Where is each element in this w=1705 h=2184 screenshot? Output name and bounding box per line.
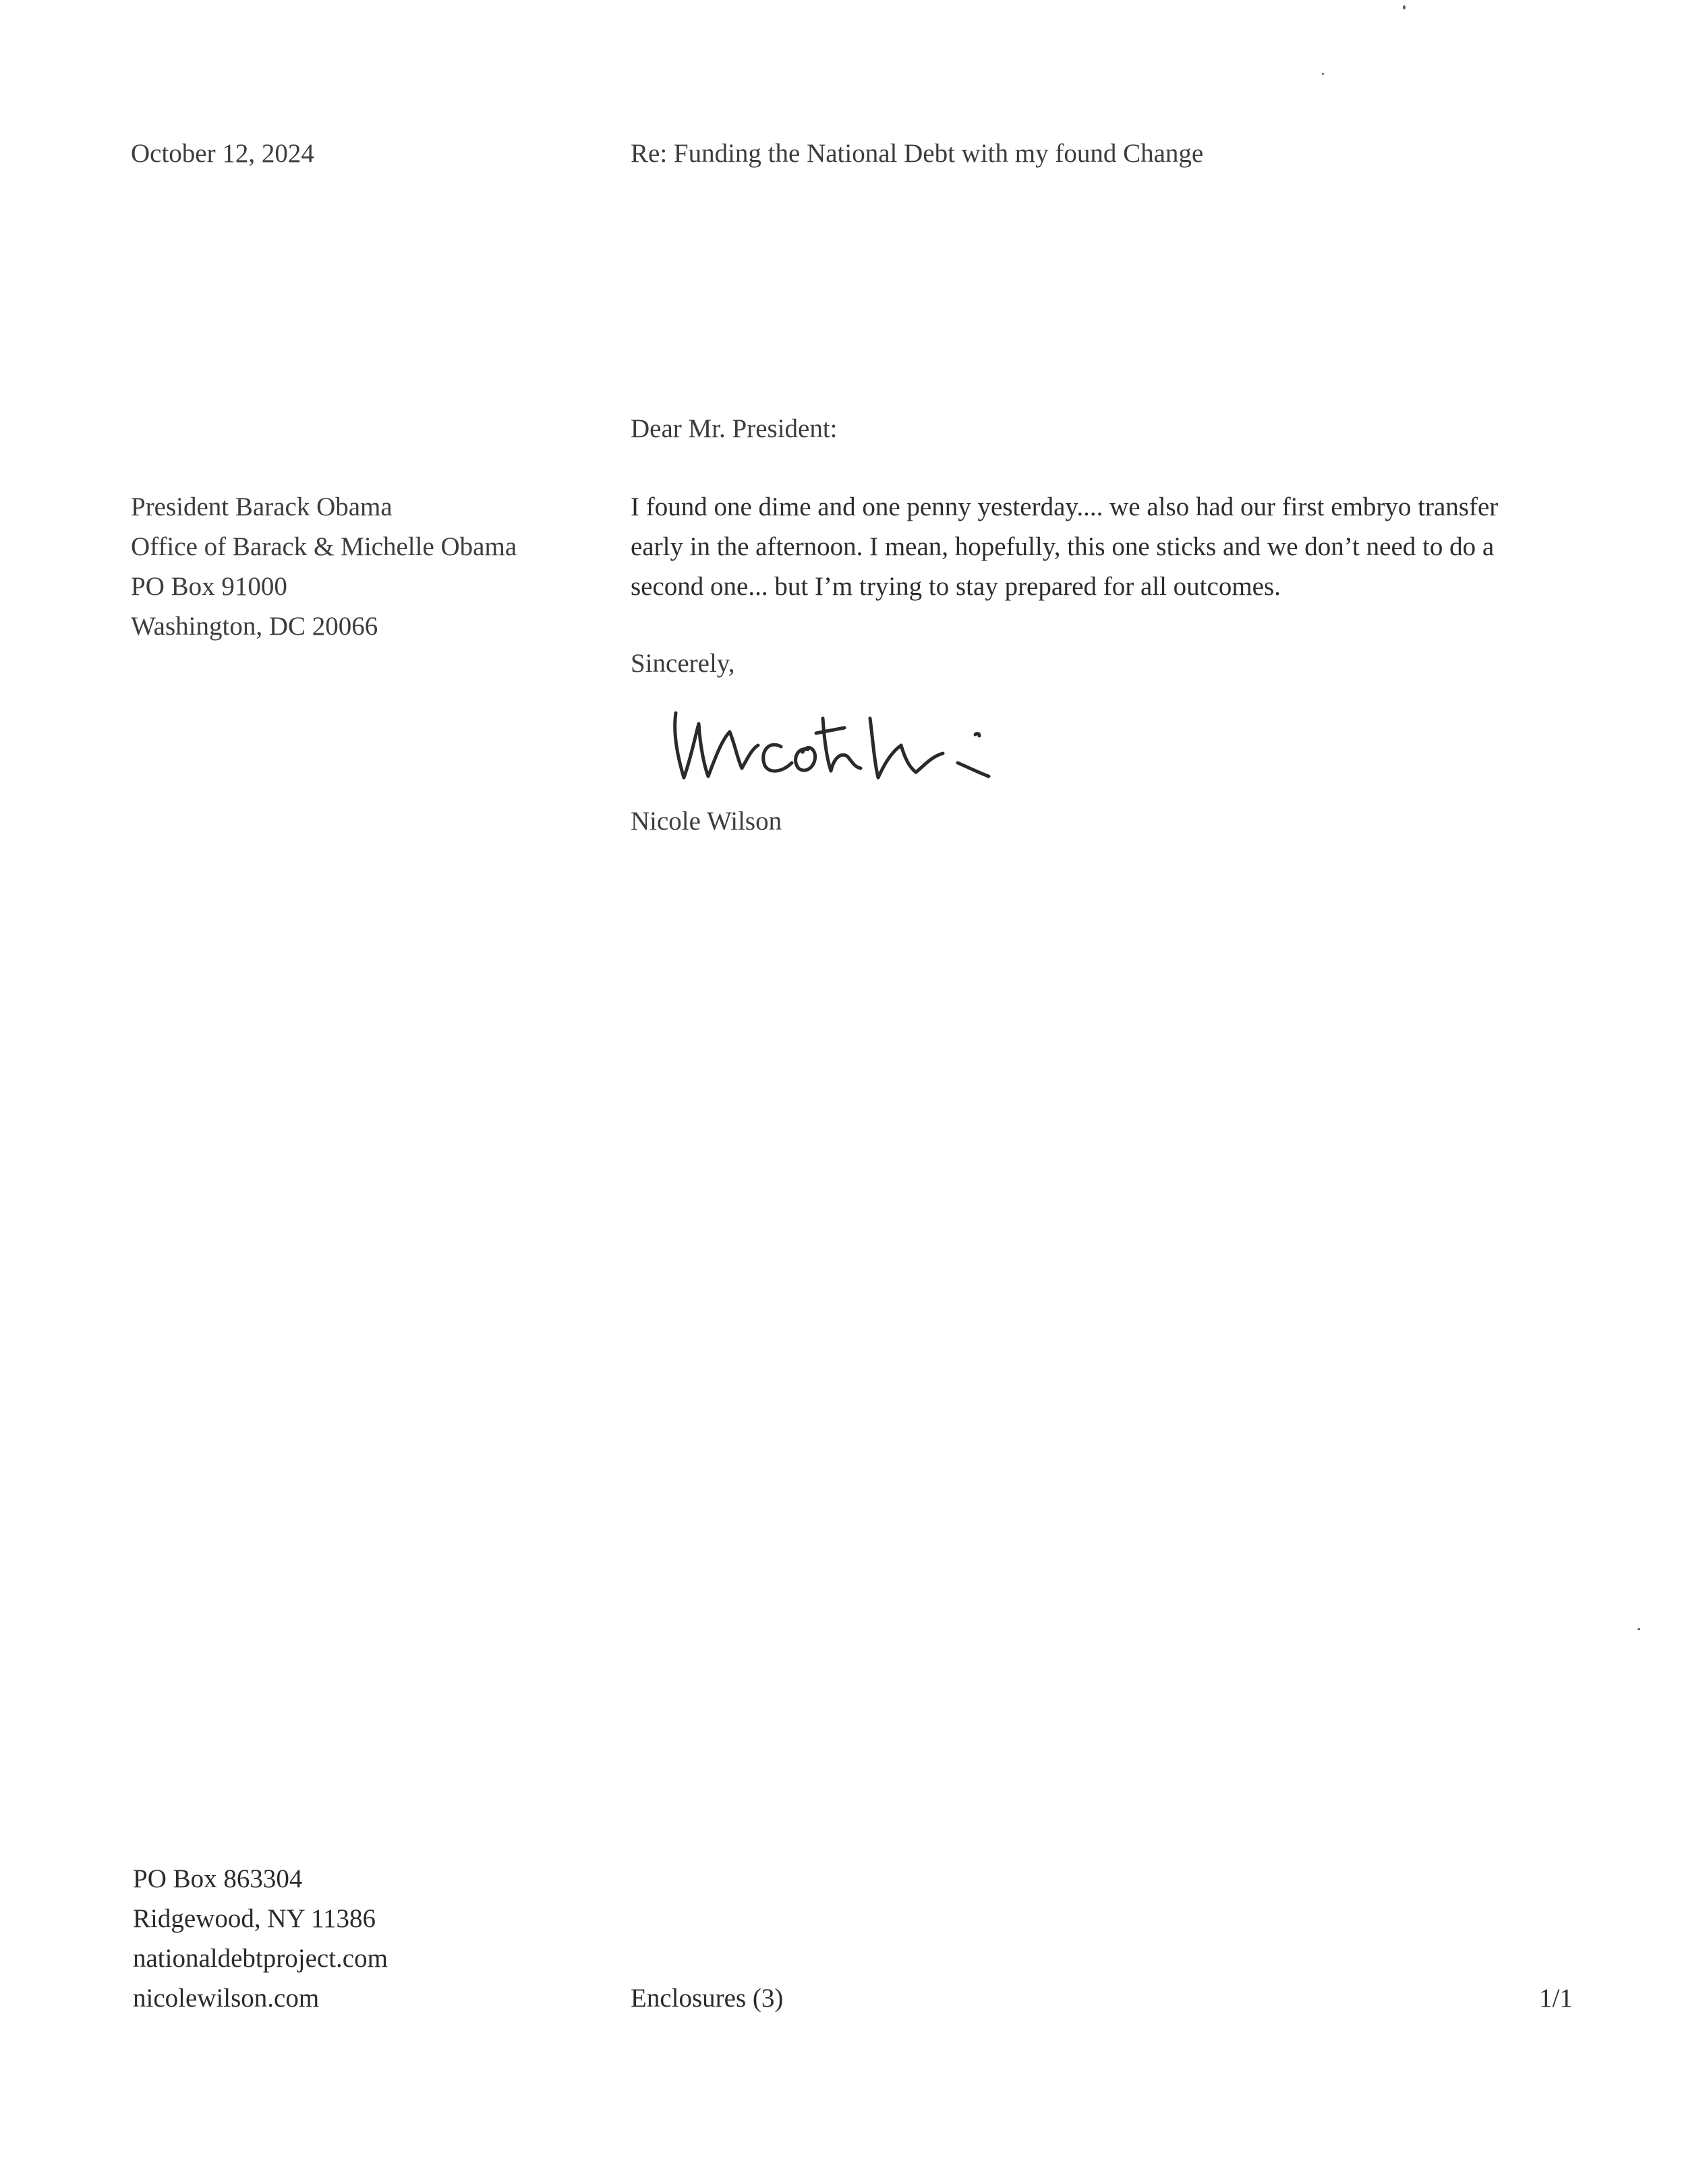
scan-speck — [1322, 73, 1324, 75]
letter-body — [631, 487, 1561, 606]
salutation: Dear Mr. President: — [631, 414, 838, 443]
recipient-line: President Barack Obama — [131, 492, 393, 521]
sender-line: PO Box 863304 — [133, 1864, 303, 1893]
recipient-address — [131, 487, 517, 646]
letter-date: October 12, 2024 — [131, 139, 314, 168]
signer-name: Nicole Wilson — [631, 807, 782, 836]
signature — [668, 698, 1018, 793]
recipient-line: Office of Barack & Michelle Obama — [131, 532, 517, 561]
page-number: 1/1 — [1539, 1984, 1573, 2013]
scan-speck — [1638, 1628, 1640, 1630]
body-line: early in the afternoon. I mean, hopefully, this one sticks and we don’t need to do a — [631, 532, 1495, 561]
sender-line: Ridgewood, NY 11386 — [133, 1904, 376, 1933]
closing: Sincerely, — [631, 649, 735, 678]
sender-line: nicolewilson.com — [133, 1984, 320, 2013]
body-line: second one... but I’m trying to stay prepared for all outcomes. — [631, 572, 1281, 601]
letter-subject: Re: Funding the National Debt with my found Change — [631, 139, 1204, 168]
sender-line: nationaldebtproject.com — [133, 1944, 388, 1973]
scan-speck — [1403, 5, 1406, 9]
body-line: I found one dime and one penny yesterday.... we also had our first embryo transfer — [631, 492, 1499, 521]
recipient-line: Washington, DC 20066 — [131, 612, 378, 641]
enclosures-note: Enclosures (3) — [631, 1984, 784, 2013]
recipient-line: PO Box 91000 — [131, 572, 287, 601]
sender-address — [133, 1859, 388, 2018]
